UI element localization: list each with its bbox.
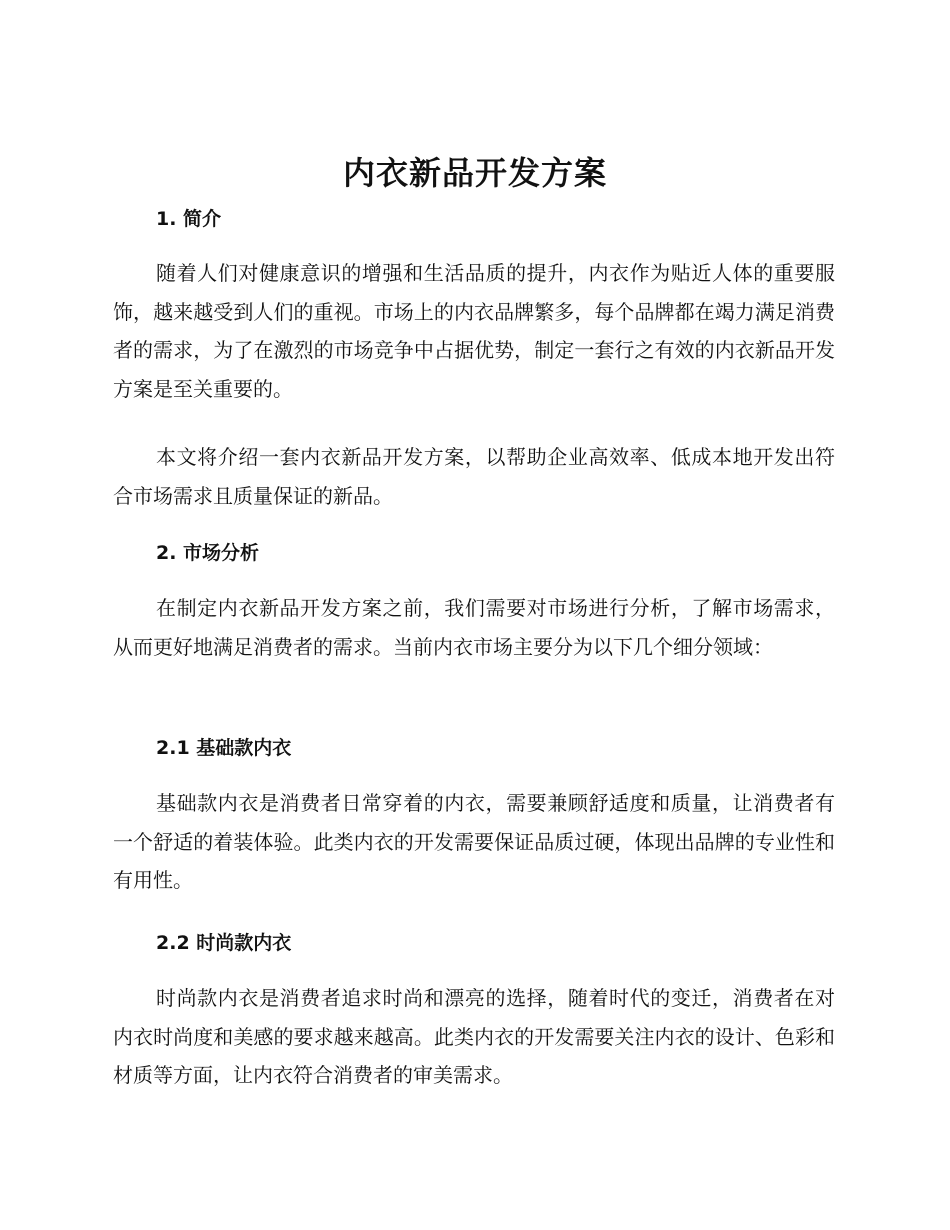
intro-paragraph-1: 随着人们对健康意识的增强和生活品质的提升，内衣作为贴近人体的重要服饰，越来越受到人们的重视。市场上的内衣品牌繁多，每个品牌都在竭力满足消费者的需求，为了在激烈的市场竞争中占据优势，制定一套行之有效的内衣新品开发方案是至关重要的。 [113,261,835,401]
fashion-underwear-paragraph: 时尚款内衣是消费者追求时尚和漂亮的选择，随着时代的变迁，消费者在对内衣时尚度和美感的要求越来越高。此类内衣的开发需要关注内衣的设计、色彩和材质等方面，让内衣符合消费者的审美需求。 [113,986,835,1087]
basic-underwear-paragraph: 基础款内衣是消费者日常穿着的内衣，需要兼顾舒适度和质量，让消费者有一个舒适的着装体验。此类内衣的开发需要保证品质过硬，体现出品牌的专业性和有用性。 [113,791,835,892]
section-heading-intro: 1. 简介 [156,208,222,230]
section-heading-market-analysis: 2. 市场分析 [156,542,260,564]
intro-paragraph-2: 本文将介绍一套内衣新品开发方案，以帮助企业高效率、低成本地开发出符合市场需求且质量保证的新品。 [113,445,835,508]
section-heading-basic-underwear: 2.1 基础款内衣 [156,737,292,759]
section-heading-fashion-underwear: 2.2 时尚款内衣 [156,932,292,954]
market-analysis-paragraph: 在制定内衣新品开发方案之前，我们需要对市场进行分析，了解市场需求，从而更好地满足消费者的需求。当前内衣市场主要分为以下几个细分领域： [113,596,835,659]
document-title: 内衣新品开发方案 [342,154,607,192]
